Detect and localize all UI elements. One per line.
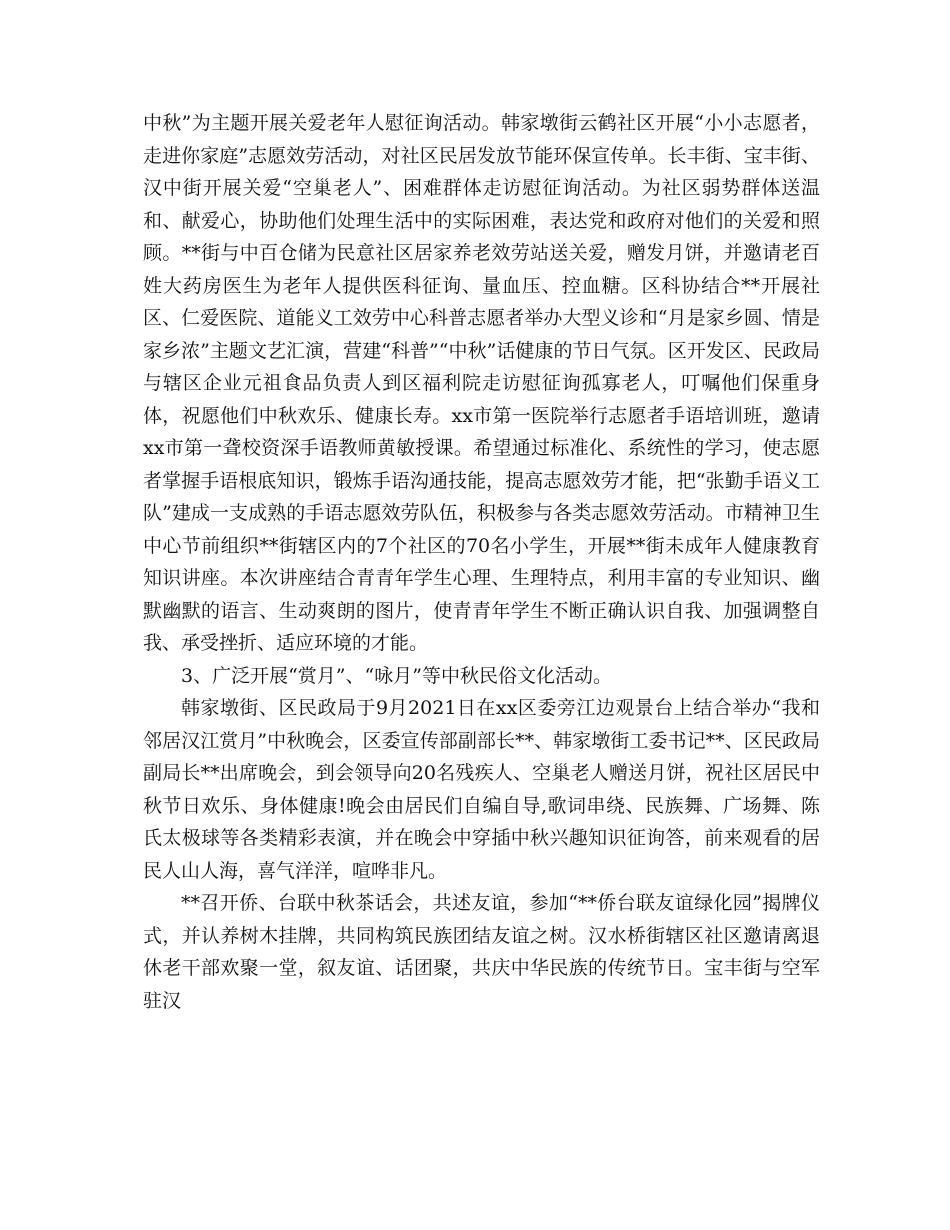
body-paragraph-1: 中秋”为主题开展关爱老年人慰征询活动。韩家墩街云鹤社区开展“小小志愿者，走进你家庭”志愿效劳活动，对社区民居发放节能环保宣传单。长丰街、宝丰街、汉中街开展关爱“空巢老人”、困难群体走访慰征询活动。为社区弱势群体送温和、献爱心，协助他们处理生活中的实际困难，表达党和政府对他们的关爱和照顾。**街与中百仓储为民意社区居家养老效劳站送关爱，赠发月饼，并邀请老百姓大药房医生为老年人提供医科征询、量血压、控血糖。区科协结合**开展社区、仁爱医院、道能义工效劳中心科普志愿者举办大型义诊和“月是家乡圆、情是家乡浓”主题文艺汇演，营建“科普”“中秋”话健康的节日气氛。区开发区、民政局与辖区企业元祖食品负责人到区福利院走访慰征询孤寡老人，叮嘱他们保重身体，祝愿他们中秋欢乐、健康长寿。xx市第一医院举行志愿者手语培训班，邀请xx市第一聋校资深手语教师黄敏授课。希望通过标准化、系统性的学习，使志愿者掌握手语根底知识，锻炼手语沟通技能，提高志愿效劳才能，把“张勤手语义工队”建成一支成熟的手语志愿效劳队伍，积极参与各类志愿效劳活动。市精神卫生中心节前组织**街辖区内的7个社区的70名小学生，开展**街未成年人健康教育知识讲座。本次讲座结合青青年学生心理、生理特点，利用丰富的专业知识、幽默幽默的语言、生动爽朗的图片，使青青年学生不断正确认识自我、加强调整自我、承受挫折、适应环境的才能。 <box>143 112 820 654</box>
section-heading-3: 3、广泛开展“赏月”、“咏月”等中秋民俗文化活动。 <box>181 664 612 687</box>
body-paragraph-3: **召开侨、台联中秋茶话会，共述友谊，参加“**侨台联友谊绿化园”揭牌仪式，并认养树木挂牌，共同构筑民族团结友谊之树。汉水桥街辖区社区邀请离退休老干部欢聚一堂，叙友谊、话团聚，共庆中华民族的传统节日。宝丰街与空军驻汉 <box>143 892 820 1012</box>
body-paragraph-2: 韩家墩街、区民政局于9月2021日在xx区委旁江边观景台上结合举办“我和邻居汉江赏月”中秋晚会，区委宣传部副部长**、韩家墩街工委书记**、区民政局副局长**出席晚会，到会领导向20名残疾人、空巢老人赠送月饼，祝社区居民中秋节日欢乐、身体健康!晚会由居民们自编自导,歌词串绕、民族舞、广场舞、陈氏太极球等各类精彩表演，并在晚会中穿插中秋兴趣知识征询答，前来观看的居民人山人海，喜气洋洋，喧哗非凡。 <box>143 697 820 882</box>
